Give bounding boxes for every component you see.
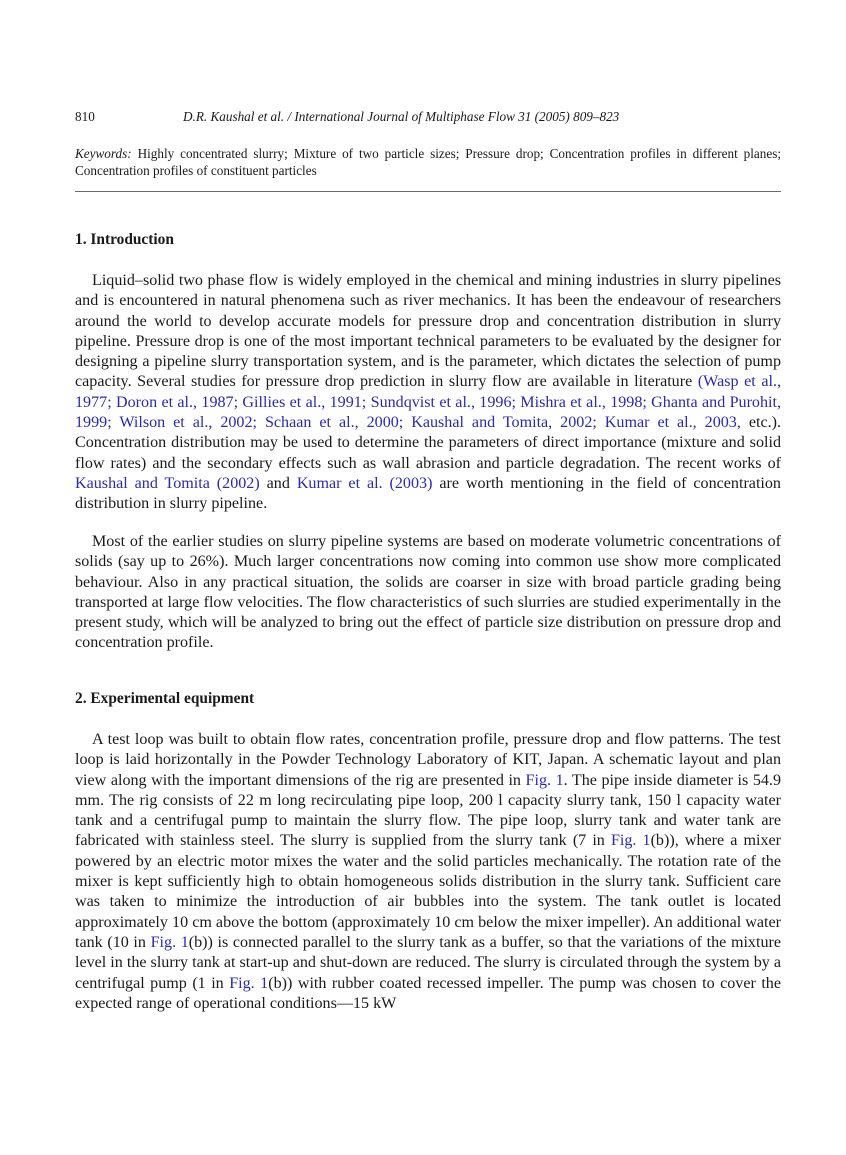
figure-link[interactable]: Fig. 1 — [229, 974, 269, 992]
figure-link[interactable]: Fig. 1 — [610, 832, 651, 850]
citation-link[interactable]: (Wasp et al., 1977; Doron et al., 1987; Gillies et al., 1991; Sundqvist et al., 1996; Mishra et al., 1998; Ghanta and Purohit, 1999; Wilson et al., 2002; Schaan et al., 2000; Kaushal and Tomita, 2002; Kumar et al., 2003, — [75, 373, 781, 432]
experimental-paragraph-1 — [75, 730, 781, 1014]
text-run: etc.). Concentration distribution may be used to determine the parameters of direct importance (mixture and solid flow rates) and the secondary effects such as wall abrasion and particle degradation. The recent works of — [75, 414, 782, 472]
section-heading-experimental: 2. Experimental equipment — [75, 690, 255, 707]
section-heading-introduction: 1. Introduction — [75, 231, 174, 248]
divider-rule — [75, 191, 781, 192]
page-number: 810 — [75, 109, 95, 124]
keywords-label: Keywords: — [75, 146, 132, 161]
keywords-block — [75, 145, 781, 179]
intro-paragraph-2: Most of the earlier studies on slurry pipeline systems are based on moderate volumetric concentrations of solids (say up to 26%). Much larger concentrations now coming into common use show more complicated behaviour. Also in any practical situation, the solids are coarser in size with broad particle grading being transported at large flow velocities. The flow characteristics of such slurries are studied experimentally in the present study, which will be analyzed to bring out the effect of particle size distribution on pressure drop and concentration profile. — [75, 533, 781, 652]
keywords-text: Highly concentrated slurry; Mixture of two particle sizes; Pressure drop; Concentration profiles in different planes; Concentration profiles of constituent particles — [75, 146, 781, 178]
text-run: (b)) is connected parallel to the slurry tank as a buffer, so that the variations of the mixture level in the slurry tank at start-up and shut-down are reduced. The slurry is circulated through the system by a centrifugal pump (1 in — [75, 933, 781, 992]
text-run: are worth mentioning in the field of concentration distribution in slurry pipeline. — [75, 474, 781, 513]
journal-citation: D.R. Kaushal et al. / International Journal of Multiphase Flow 31 (2005) 809–823 — [183, 109, 620, 124]
intro-paragraph-1 — [75, 271, 781, 515]
text-run: (b)) with rubber coated recessed impeller. The pump was chosen to cover the expected range of operational conditions—15 kW — [75, 974, 781, 1012]
text-run: and — [259, 474, 297, 492]
figure-link[interactable]: Fig. 1 — [150, 933, 189, 951]
citation-link[interactable]: Kaushal and Tomita (2002) — [75, 474, 260, 492]
citation-link[interactable]: Kumar et al. (2003) — [296, 474, 433, 492]
text-run: Liquid–solid two phase flow is widely employed in the chemical and mining industries in slurry pipelines and is encountered in natural phenomena such as river mechanics. It has been the endeavour of researchers around the world to develop accurate models for pressure drop and concentration distribution in slurry pipeline. Pressure drop is one of the most important technical parameters to be evaluated by the designer for designing a pipeline slurry transportation system, and is the parameter, which dictates the selection of pump capacity. Several studies for pressure drop prediction in slurry flow are available in literature — [75, 272, 781, 391]
text-run: A test loop was built to obtain flow rates, concentration profile, pressure drop and flow patterns. The test loop is laid horizontally in the Powder Technology Laboratory of KIT, Japan. A schematic layout and plan view along with the important dimensions of the rig are presented in — [75, 731, 781, 789]
text-run: . The pipe inside diameter is 54.9 mm. The rig consists of 22 m long recirculating pipe loop, 200 l capacity slurry tank, 150 l capacity water tank and a centrifugal pump to maintain the slurry flow. The pipe loop, slurry tank and water tank are fabricated with stainless steel. The slurry is supplied from the slurry tank (7 in — [75, 771, 781, 850]
text-run: (b)), where a mixer powered by an electric motor mixes the water and the solid particles mechanically. The rotation rate of the mixer is kept sufficiently high to obtain homogeneous solids distribution in the slurry tank. Sufficient care was taken to minimize the introduction of air bubbles into the system. The tank outlet is located approximately 10 cm above the bottom (approximately 10 cm below the mixer impeller). An additional water tank (10 in — [75, 832, 781, 951]
figure-link[interactable]: Fig. 1 — [525, 771, 564, 789]
